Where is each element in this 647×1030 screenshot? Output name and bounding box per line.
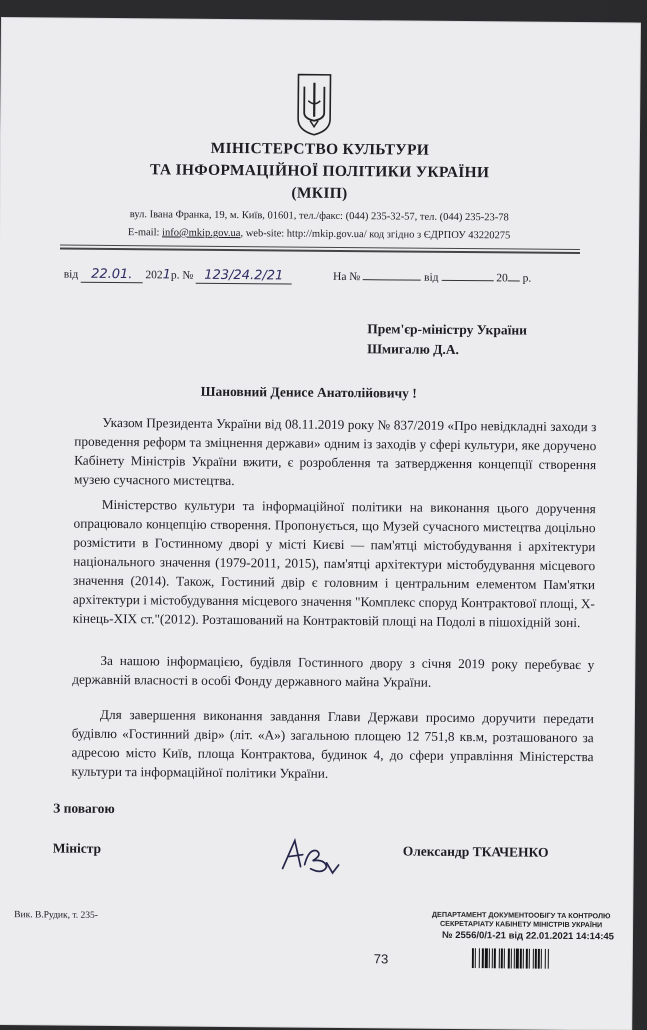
- barcode-bar: [485, 948, 488, 968]
- paragraph-1: Указом Президента України від 08.11.2019 року № 837/2019 «Про невідкладні заходи з проведення реформ та зміцнення держави» одним із заходів у сфері культури, яке доручено Кабінету Міністрів України вжити, є розроблення та затвердження концепції створення музею сучасного мистецтва.: [73, 414, 597, 489]
- barcode-bar: [516, 949, 519, 969]
- barcode-bar: [501, 948, 503, 968]
- from-label: від: [63, 268, 79, 281]
- incoming-vid-label: від: [424, 271, 439, 284]
- barcode-bar: [489, 948, 490, 968]
- barcode-bar: [548, 949, 549, 969]
- barcode-bar: [545, 949, 546, 969]
- barcode-bar: [472, 948, 474, 968]
- barcode-bar: [492, 948, 493, 968]
- incoming-date-blank: [441, 280, 493, 281]
- barcode-bar: [523, 949, 524, 969]
- barcode-bar: [538, 949, 540, 969]
- stamp-line2: СЕКРЕТАРІАТУ КАБІНЕТУ МІНІСТРІВ УКРАЇНИ: [439, 918, 603, 930]
- paragraph-3: За нашою інформацією, будівля Гостинного двору з січня 2019 року перебуває у державній власності в особі Фонду державного майна України.: [72, 652, 595, 690]
- ministry-name-line1: МІНІСТЕРСТВО КУЛЬТУРИ: [210, 139, 430, 159]
- barcode-bar: [482, 948, 484, 968]
- year-prefix: 202: [145, 269, 163, 282]
- incoming-year-suffix: р.: [522, 272, 532, 285]
- registration-stamp: [426, 910, 616, 930]
- stamp-line1: ДЕПАРТАМЕНТ ДОКУМЕНТООБІГУ ТА КОНТРОЛЮ: [431, 909, 611, 921]
- paragraph-4: Для завершення виконання завдання Глави Держави просимо доручити передати будівлю «Гостинний двір» (літ. «А») загальною площею 12 751,8 кв.м, розташованого за адресою місто Київ, площа Контрактова, будинок 4, до сфери управління Міністерства культури та інформаційної політики України.: [71, 706, 594, 781]
- paragraph-2: Міністерство культури та інформаційної політики на виконання цього доручення опрацювало концепцію створення. Пропонується, що Музей сучасного мистецтва доцільно розмістити в Гостинному дворі у місті Києві — пам'ятці містобудування і архітектури національного значення (1979-2011, 2015), пам'ятці архітектури містобудування місцевого значення (2014). Також, Гостиний двір є головним і центральним елементом Пам'ятки архітектури і містобудування місцевого значення "Комплекс споруд Контрактової площі, Х-кінець-ХІХ ст."(2012). Розташований на Контрактовій площі на Подолі в пішохідній зоні.: [72, 496, 596, 631]
- closing: З повагою: [53, 800, 115, 817]
- salutation: Шановний Денисе Анатолійовичу !: [200, 383, 417, 401]
- ministry-abbreviation: (МКІП): [291, 184, 348, 203]
- barcode-bar: [529, 949, 530, 969]
- signatory-title: Міністр: [52, 840, 102, 856]
- website-text: , web-site: http://mkip.gov.ua/ код згідно з ЄДРПОУ 43220275: [240, 228, 511, 242]
- barcode-bar: [533, 949, 534, 969]
- barcode: [472, 948, 612, 969]
- stamp-number: № 2556/0/1-21 від 22.01.2021 14:14:45: [441, 929, 615, 943]
- page-number: 73: [373, 951, 389, 967]
- letter-page: [0, 18, 640, 1030]
- barcode-bar: [514, 949, 515, 969]
- ministry-contacts: [0, 226, 638, 243]
- executor-info: Вик. В.Рудик, т. 235-: [14, 910, 99, 921]
- barcode-bar: [508, 948, 510, 968]
- incoming-year-blank: [508, 280, 520, 281]
- ministry-name-line2: ТА ІНФОРМАЦІЙНОЇ ПОЛІТИКИ УКРАЇНИ: [149, 161, 490, 182]
- barcode-bar: [475, 948, 476, 968]
- barcode-bar: [535, 949, 537, 969]
- incoming-year: 20: [496, 272, 508, 285]
- year-suffix: р. №: [170, 269, 194, 282]
- barcode-bar: [479, 948, 480, 968]
- barcode-bar: [541, 949, 542, 969]
- email-link[interactable]: info@mkip.gov.ua: [162, 227, 241, 240]
- barcode-bar: [520, 949, 522, 969]
- year-digit: 1: [162, 267, 171, 283]
- email-label: E-mail:: [127, 227, 163, 239]
- trident-emblem-icon: [294, 73, 335, 137]
- barcode-bar: [504, 948, 505, 968]
- registration-line: [64, 267, 532, 286]
- barcode-bar: [526, 949, 528, 969]
- barcode-bar: [494, 948, 496, 968]
- barcode-bar: [499, 948, 500, 968]
- handwritten-signature: [275, 828, 345, 879]
- outgoing-number: 123/24.2/21: [196, 268, 291, 285]
- signatory-name: Олександр ТКАЧЕНКО: [402, 843, 549, 860]
- barcode-bar: [511, 948, 512, 968]
- incoming-label: На №: [332, 270, 361, 284]
- recipient-position: Прем'єр-міністру України: [367, 321, 528, 338]
- outgoing-date: 22.01.: [81, 267, 142, 284]
- recipient-name: Шмигалю Д.А.: [367, 341, 460, 358]
- ministry-address: вул. Івана Франка, 19, м. Київ, 01601, тел./факс: (044) 235-32-57, тел. (044) 235-23-78: [129, 209, 509, 224]
- incoming-number-blank: [363, 279, 421, 281]
